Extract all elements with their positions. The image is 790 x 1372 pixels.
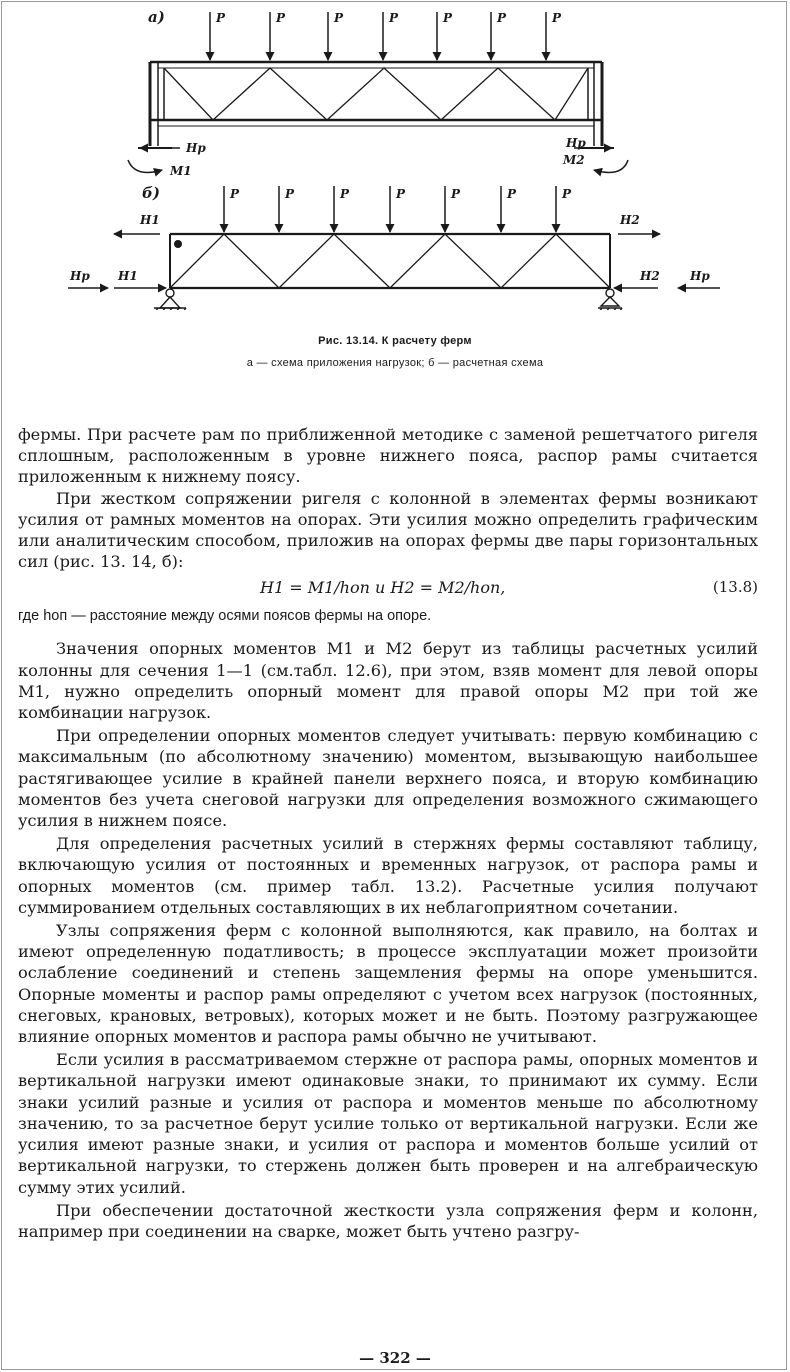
paragraph: При обеспечении достаточной жесткости узла сопряжения ферм и колонн, например при соединении на сварке, может быть учтено разгру- bbox=[18, 1200, 758, 1241]
h2-top-label: H2 bbox=[620, 213, 640, 227]
panel-b-truss bbox=[170, 234, 610, 288]
load-label: P bbox=[451, 187, 461, 201]
truss-figure bbox=[0, 0, 790, 310]
paragraph: При определении опорных моментов следует учитывать: первую комбинацию с максимальным (по абсолютному значению) моментом, вызывающую наибольшее растягивающее усилие в крайней панели верхнего пояса, и вторую комбинацию моментов без учета снеговой нагрузки для определения возможного сжимающего усилия в нижнем поясе. bbox=[18, 726, 758, 831]
h-right-label: Hр bbox=[566, 136, 586, 150]
panel-b-label: б) bbox=[142, 184, 160, 202]
paragraph: Значения опорных моментов M1 и M2 берут из таблицы расчетных усилий колонны для сечения 1—1 (см.табл. 12.6), при этом, взяв момент для левой опоры M1, нужно определить опорный момент для правой опоры M2 при той же комбинации нагрузок. bbox=[18, 639, 758, 723]
body-text bbox=[18, 424, 758, 1242]
node-dot bbox=[174, 240, 182, 248]
paragraph: Для определения расчетных усилий в стержнях фермы составляют таблицу, включающую усилия от постоянных и временных нагрузок, от распора рамы и опорных моментов (см. пример табл. 13.2). Расчетные усилия получают суммированием отдельных составляющих в их неблагоприятном сочетании. bbox=[18, 834, 758, 917]
h1-top-label: H1 bbox=[140, 213, 160, 227]
panel-b-forces bbox=[68, 234, 720, 288]
load-label: P bbox=[443, 11, 453, 25]
m-left-label: M1 bbox=[170, 164, 192, 178]
formula-row bbox=[18, 574, 758, 600]
figure-caption-subtitle: а — схема приложения нагрузок; б — расчетная схема bbox=[246, 357, 544, 369]
right-support bbox=[596, 289, 622, 310]
formula: H1 = M1/hоп и H2 = M2/hоп, bbox=[260, 578, 506, 598]
panel-a-label: а) bbox=[148, 8, 165, 26]
hp-left-label: Hр bbox=[70, 269, 90, 283]
left-support bbox=[152, 289, 186, 310]
h1-bottom-label: H1 bbox=[118, 269, 138, 283]
formula-number: (13.8) bbox=[712, 578, 758, 597]
panel-b-load-labels bbox=[229, 187, 572, 201]
paragraph: Узлы сопряжения ферм с колонной выполняются, как правило, на болтах и имеют определенную податливость; в процессе эксплуатации может произойти ослабление соединений и степень защемления фермы на опоре уменьшится. Опорные моменты и распор рамы определяют с учетом всех нагрузок (постоянных, снеговых, крановых, ветровых), которых может и не быть. Поэтому разгружающее влияние опорных моментов и распора рамы обычно не учитывают. bbox=[18, 921, 758, 1047]
load-label: P bbox=[334, 11, 344, 25]
load-label: P bbox=[276, 11, 286, 25]
load-label: P bbox=[389, 11, 399, 25]
load-label: P bbox=[396, 187, 406, 201]
paragraph: Если усилия в рассматриваемом стержне от распора рамы, опорных моментов и вертикальной нагрузки имеют одинаковые знаки, то принимают их сумму. Если знаки усилий разные и усилия от распора и моментов меньше по абсолютному значению, то за расчетное берут усилие только от вертикальной нагрузки. Если же усилия имеют разные знаки, и усилия от распора и моментов больше усилий от вертикальной нагрузки, то стержень должен быть проверен и на алгебраическую сумму этих усилий. bbox=[18, 1050, 758, 1197]
truss-diagram bbox=[0, 0, 790, 310]
panel-a-load-labels bbox=[215, 11, 562, 25]
load-label: P bbox=[340, 187, 350, 201]
load-label: P bbox=[285, 187, 295, 201]
m-right-label: M2 bbox=[563, 153, 585, 167]
panel-a-loads bbox=[210, 12, 546, 60]
formula-note: где hоп — расстояние между осями поясов фермы на опоре. bbox=[18, 608, 432, 625]
paragraph: фермы. При расчете рам по приближенной методике с заменой решетчатого ригеля сплошным, расположенным в уровне нижнего пояса, распор рамы считается приложенным к нижнему поясу. bbox=[18, 425, 758, 487]
h-left-label: Hр bbox=[186, 141, 206, 155]
load-label: P bbox=[230, 187, 240, 201]
h2-bottom-label: H2 bbox=[640, 269, 660, 283]
load-label: P bbox=[216, 11, 226, 25]
load-label: P bbox=[552, 11, 562, 25]
load-label: P bbox=[507, 187, 517, 201]
hp-right-label: Hр bbox=[690, 269, 710, 283]
page-number: — 322 — bbox=[359, 1349, 431, 1367]
figure-caption-title: Рис. 13.14. К расчету ферм bbox=[318, 335, 472, 347]
load-label: P bbox=[497, 11, 507, 25]
load-label: P bbox=[562, 187, 572, 201]
panel-a-truss bbox=[138, 62, 614, 148]
paragraph: При жестком сопряжении ригеля с колонной в элементах фермы возникают усилия от рамных моментов на опорах. Эти усилия можно определить графическим или аналитическим способом, приложив на опорах фермы две пары горизонтальных сил (рис. 13. 14, б): bbox=[18, 488, 758, 572]
